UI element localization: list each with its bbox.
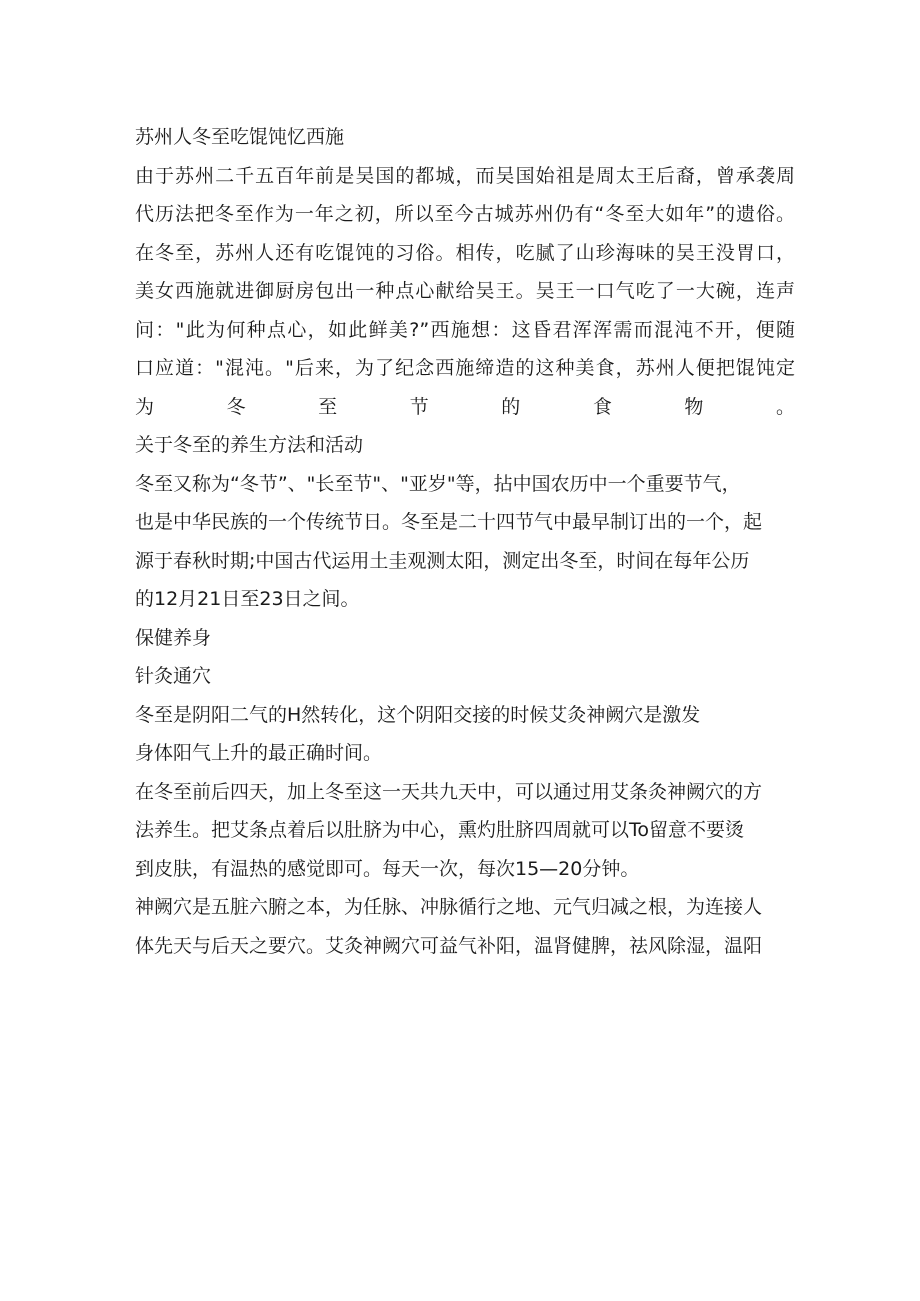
paragraph-shenque-point [135, 888, 795, 965]
paragraph-winter-solstice-intro [135, 465, 795, 619]
text-line: 冬至又称为“冬节”、"长至节"、"亚岁"等，拈中国农历中一个重要节气， [135, 472, 741, 495]
text-line: 身体阳气上升的最正确时间。 [135, 742, 383, 764]
text-line: 由于苏州二千五百年前是吴国的都城，而吴国始祖是周太王后裔，曾承袭周 [135, 164, 795, 187]
paragraph-moxibustion-method [135, 773, 795, 889]
text-line: 法养生。把艾条点着后以肚脐为中心，熏灼肚脐四周就可以To留意不要烫 [135, 819, 745, 841]
document-body [135, 118, 795, 965]
text-line: 源于春秋时期;中国古代运用土圭观测太阳，测定出冬至，时间在每年公历 [135, 549, 750, 572]
text-line: 在冬至，苏州人还有吃馄饨的习俗。相传，吃腻了山珍海味的吴王没胃口， [135, 241, 795, 264]
text-line: 的12月21日至23日之间。 [135, 588, 360, 610]
text-line: 到皮肤，有温热的感觉即可。每天一次，每次15—20分钟。 [135, 857, 640, 880]
text-line: 针灸通穴 [135, 665, 212, 687]
text-line: 也是中华民族的一个传统节日。冬至是二十四节气中最早制订出的一个，起 [135, 511, 763, 533]
text-line: 代历法把冬至作为一年之初，所以至今古城苏州仍有“冬至大如年”的遗俗。 [135, 203, 795, 225]
text-line: 关于冬至的养生方法和活动 [135, 434, 364, 456]
text-line: 问："此为何种点心，如此鲜美?”西施想：这昏君浑浑需而混沌不开，便随 [135, 318, 795, 341]
heading-health-care [135, 619, 795, 658]
text-line: 在冬至前后四天，加上冬至这一天共九天中，可以通过用艾条灸神阙穴的方 [135, 780, 763, 803]
heading-winter-solstice-health [135, 426, 795, 465]
text-line: 冬至是阴阳二气的H然转化，这个阴阳交接的时候艾灸神阙穴是激发 [135, 703, 701, 726]
text-line: 保健养身 [135, 626, 212, 649]
paragraph-yin-yang [135, 696, 795, 735]
text-line: 苏州人冬至吃馄饨忆西施 [135, 126, 345, 148]
text-line: 体先天与后天之要穴。艾灸神阙穴可益气补阳，温肾健脾，祛风除湿，温阳 [135, 934, 763, 957]
text-line: 为冬至节的食物。 [135, 395, 795, 418]
text-line: 美女西施就进御厨房包出一种点心献给吴王。吴王一口气吃了一大碗，连声 [135, 280, 795, 302]
text-line: 口应道："混沌。"后来，为了纪念西施缔造的这种美食，苏州人便把馄饨定 [135, 357, 795, 379]
text-line: 神阙穴是五脏六腑之本，为任脉、冲脉循行之地、元气归减之根，为连接人 [135, 896, 763, 918]
paragraph-yang-qi [135, 734, 795, 773]
heading-suzhou-wonton [135, 118, 795, 157]
paragraph-suzhou-history [135, 157, 795, 427]
heading-acupuncture [135, 657, 795, 696]
